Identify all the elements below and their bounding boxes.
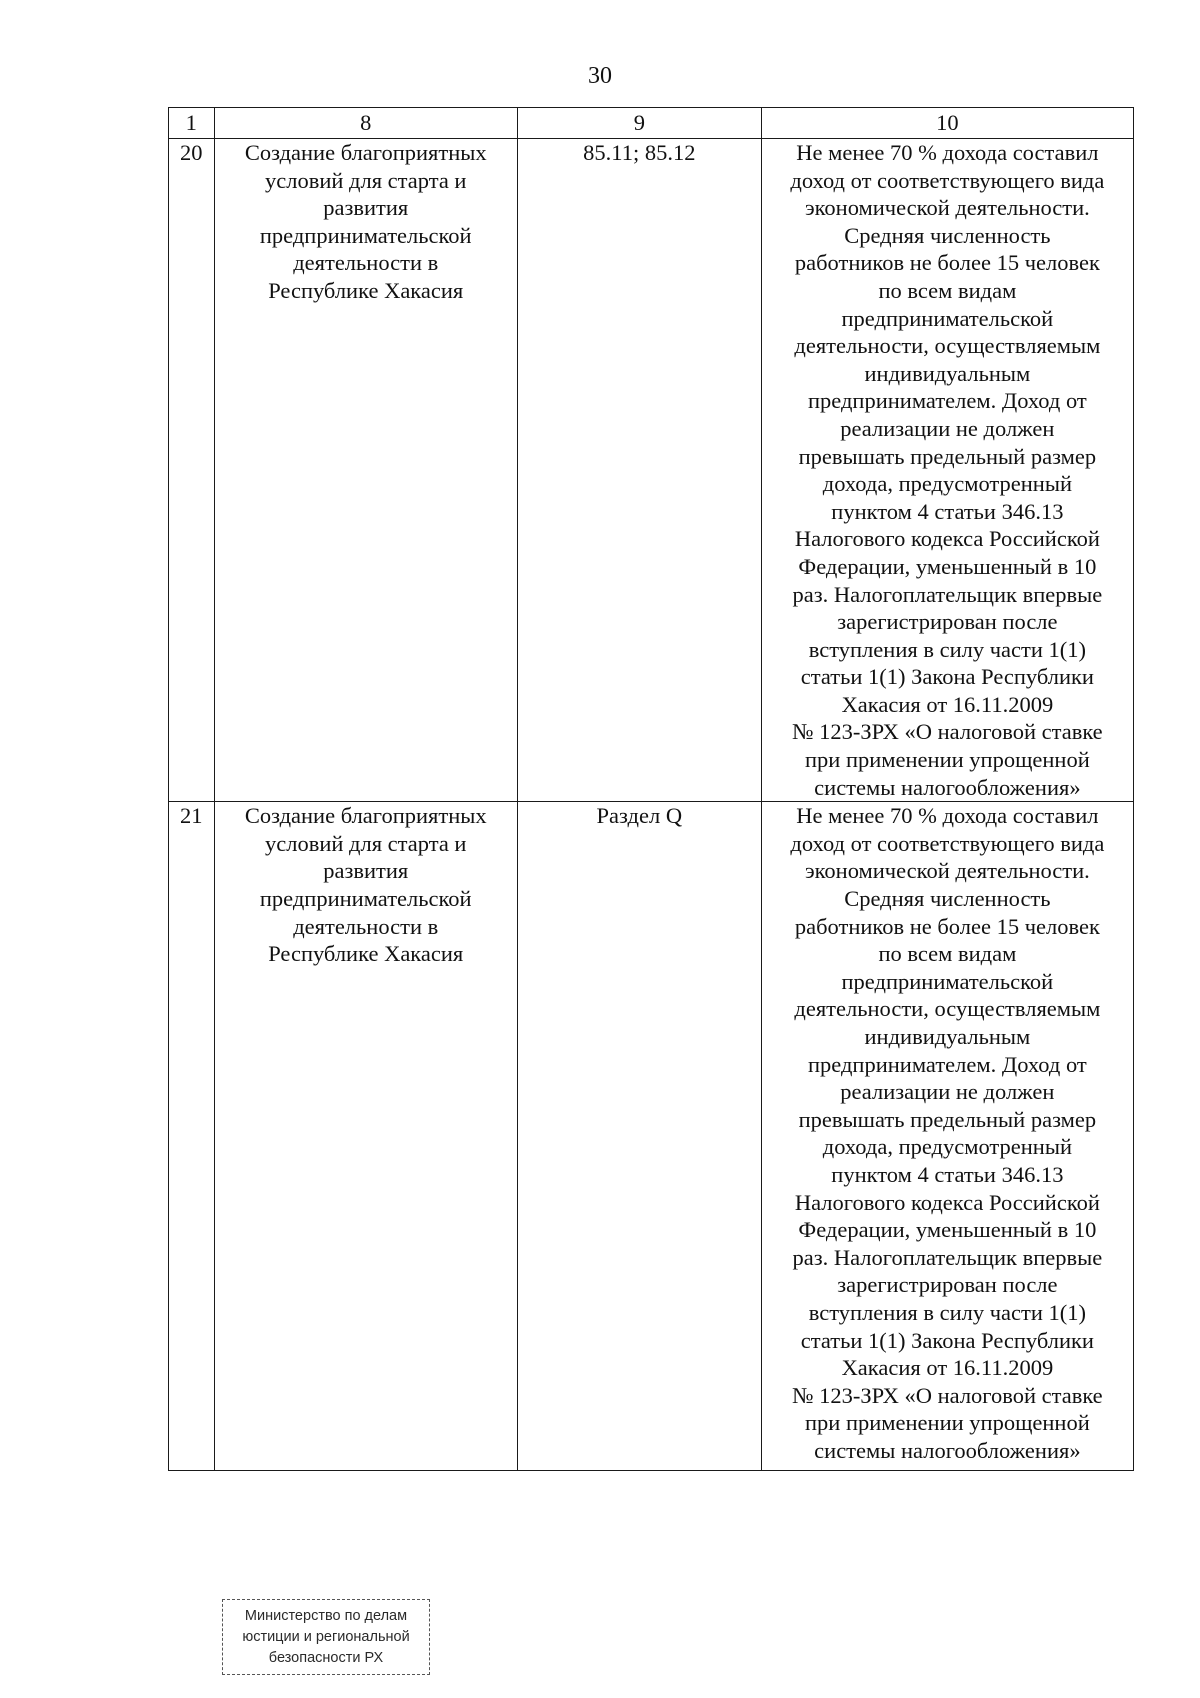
row-conditions-text: Не менее 70 % дохода составил доход от соответствующего вида экономической деятельности. Средняя численность работников не более 15 человек по всем видам предпринимательской деятельности, осуществляемым индивидуальным предпринимателем. Доход от реализации не должен превышать предельный размер дохода, предусмотренный пунктом 4 статьи 346.13 Налогового кодекса Российской Федерации, уменьшенный в 10 раз. Налогоплательщик впервые зарегистрирован после вступления в силу части 1(1) статьи 1(1) Закона Республики Хакасия от 16.11.2009 № 123-ЗРХ «О налоговой ставке при применении упрощенной системы налогообложения» bbox=[790, 140, 1105, 800]
header-cell-1: 1 bbox=[169, 108, 215, 139]
stamp-line-2: юстиции и региональной bbox=[242, 1629, 410, 1645]
table-row bbox=[169, 802, 1134, 1471]
row-activity-code-text: 85.11; 85.12 bbox=[583, 140, 696, 165]
header-cell-9: 9 bbox=[517, 108, 761, 139]
header-cell-10: 10 bbox=[761, 108, 1133, 139]
row-activity-code-text: Раздел Q bbox=[596, 803, 683, 829]
row-conditions bbox=[761, 139, 1133, 802]
row-number: 21 bbox=[169, 802, 215, 1471]
header-cell-8: 8 bbox=[214, 108, 517, 139]
row-conditions bbox=[761, 802, 1133, 1471]
row-conditions-text: Не менее 70 % дохода составил доход от соответствующего вида экономической деятельности. Средняя численность работников не более 15 человек по всем видам предпринимательской деятельности, осуществляемым индивидуальным предпринимателем. Доход от реализации не должен превышать предельный размер дохода, предусмотренный пунктом 4 статьи 346.13 Налогового кодекса Российской Федерации, уменьшенный в 10 раз. Налогоплательщик впервые зарегистрирован после вступления в силу части 1(1) статьи 1(1) Закона Республики Хакасия от 16.11.2009 № 123-ЗРХ «О налоговой ставке при применении упрощенной системы налогообложения» bbox=[790, 803, 1105, 1463]
row-program-name-text: Создание благоприятных условий для старта и развития предпринимательской деятельности в Республике Хакасия bbox=[244, 803, 487, 967]
row-program-name bbox=[214, 802, 517, 1471]
table-header-row bbox=[169, 108, 1134, 139]
row-activity-code bbox=[517, 802, 761, 1471]
stamp-line-3: безопасности РХ bbox=[268, 1650, 384, 1666]
row-program-name-text: Создание благоприятных условий для старта и развития предпринимательской деятельности в Республике Хакасия bbox=[244, 140, 487, 303]
table-row bbox=[169, 139, 1134, 802]
page-number: 30 bbox=[588, 63, 612, 89]
row-program-name bbox=[214, 139, 517, 802]
row-number: 20 bbox=[169, 139, 215, 802]
document-table bbox=[168, 107, 1134, 1471]
registration-stamp bbox=[222, 1599, 430, 1675]
stamp-line-1: Министерство по делам bbox=[244, 1608, 408, 1624]
row-activity-code bbox=[517, 139, 761, 802]
